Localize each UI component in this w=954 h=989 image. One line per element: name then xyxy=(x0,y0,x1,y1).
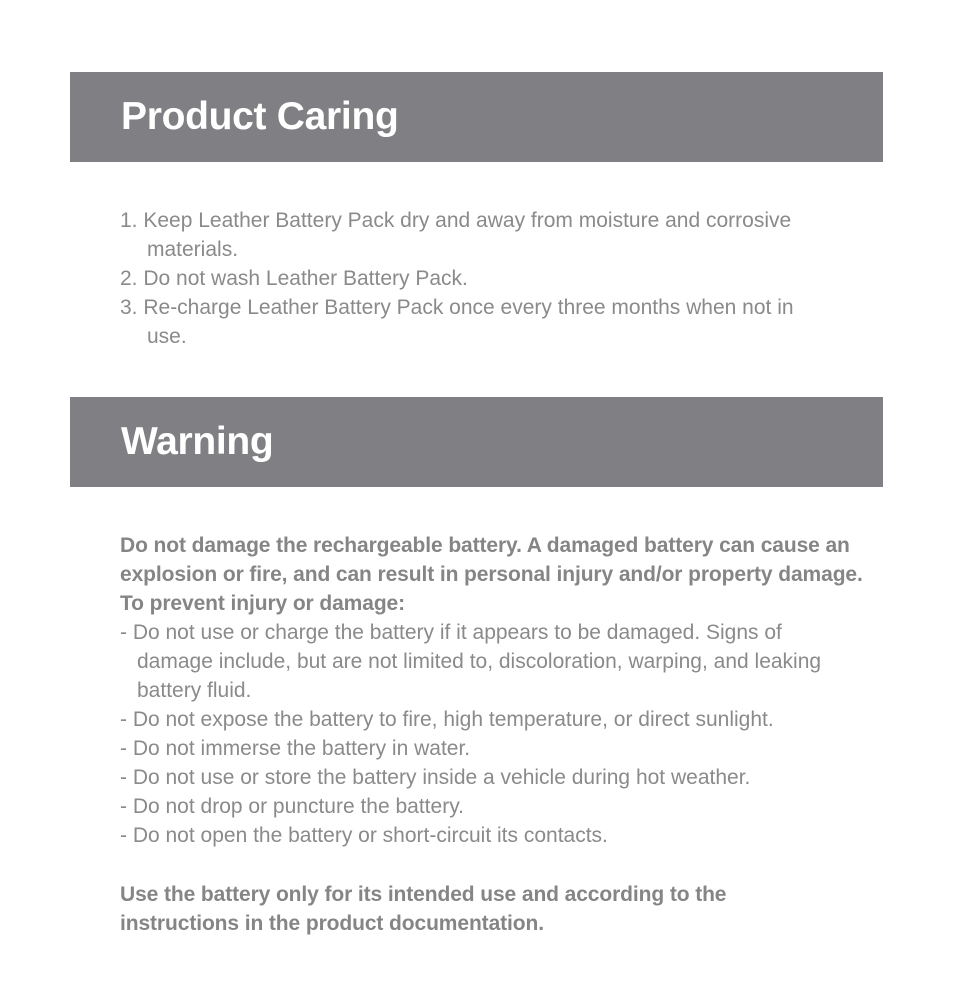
list-item: - Do not expose the battery to fire, high temperature, or direct sunlight. xyxy=(120,708,774,731)
list-item: - Do not open the battery or short-circuit its contacts. xyxy=(120,824,608,847)
warning-header xyxy=(70,397,883,487)
warning-title: Warning xyxy=(121,420,274,463)
list-item: - Do not immerse the battery in water. xyxy=(120,737,471,760)
product-caring-header xyxy=(70,72,883,162)
list-item: - Do not use or store the battery inside a vehicle during hot weather. xyxy=(120,766,751,789)
list-item: - Do not use or charge the battery if it appears to be damaged. Signs of damage include, but are not limited to, discoloration, warping, and leaking battery fluid. xyxy=(120,621,822,702)
product-caring-title: Product Caring xyxy=(121,95,399,138)
product-caring-list xyxy=(120,206,810,351)
warning-intro: Do not damage the rechargeable battery. A damaged battery can cause an explosion or fire, and can result in personal injury and/or property damage. To prevent injury or damage: xyxy=(120,534,863,615)
list-item: 3. Re-charge Leather Battery Pack once every three months when not in use. xyxy=(120,296,794,348)
list-item: 1. Keep Leather Battery Pack dry and away from moisture and corrosive materials. xyxy=(120,209,792,261)
warning-list xyxy=(120,618,860,850)
list-item: - Do not drop or puncture the battery. xyxy=(120,795,464,818)
warning-outro: Use the battery only for its intended use and according to the instructions in the product documentation. xyxy=(120,883,727,935)
list-item: 2. Do not wash Leather Battery Pack. xyxy=(120,267,468,290)
